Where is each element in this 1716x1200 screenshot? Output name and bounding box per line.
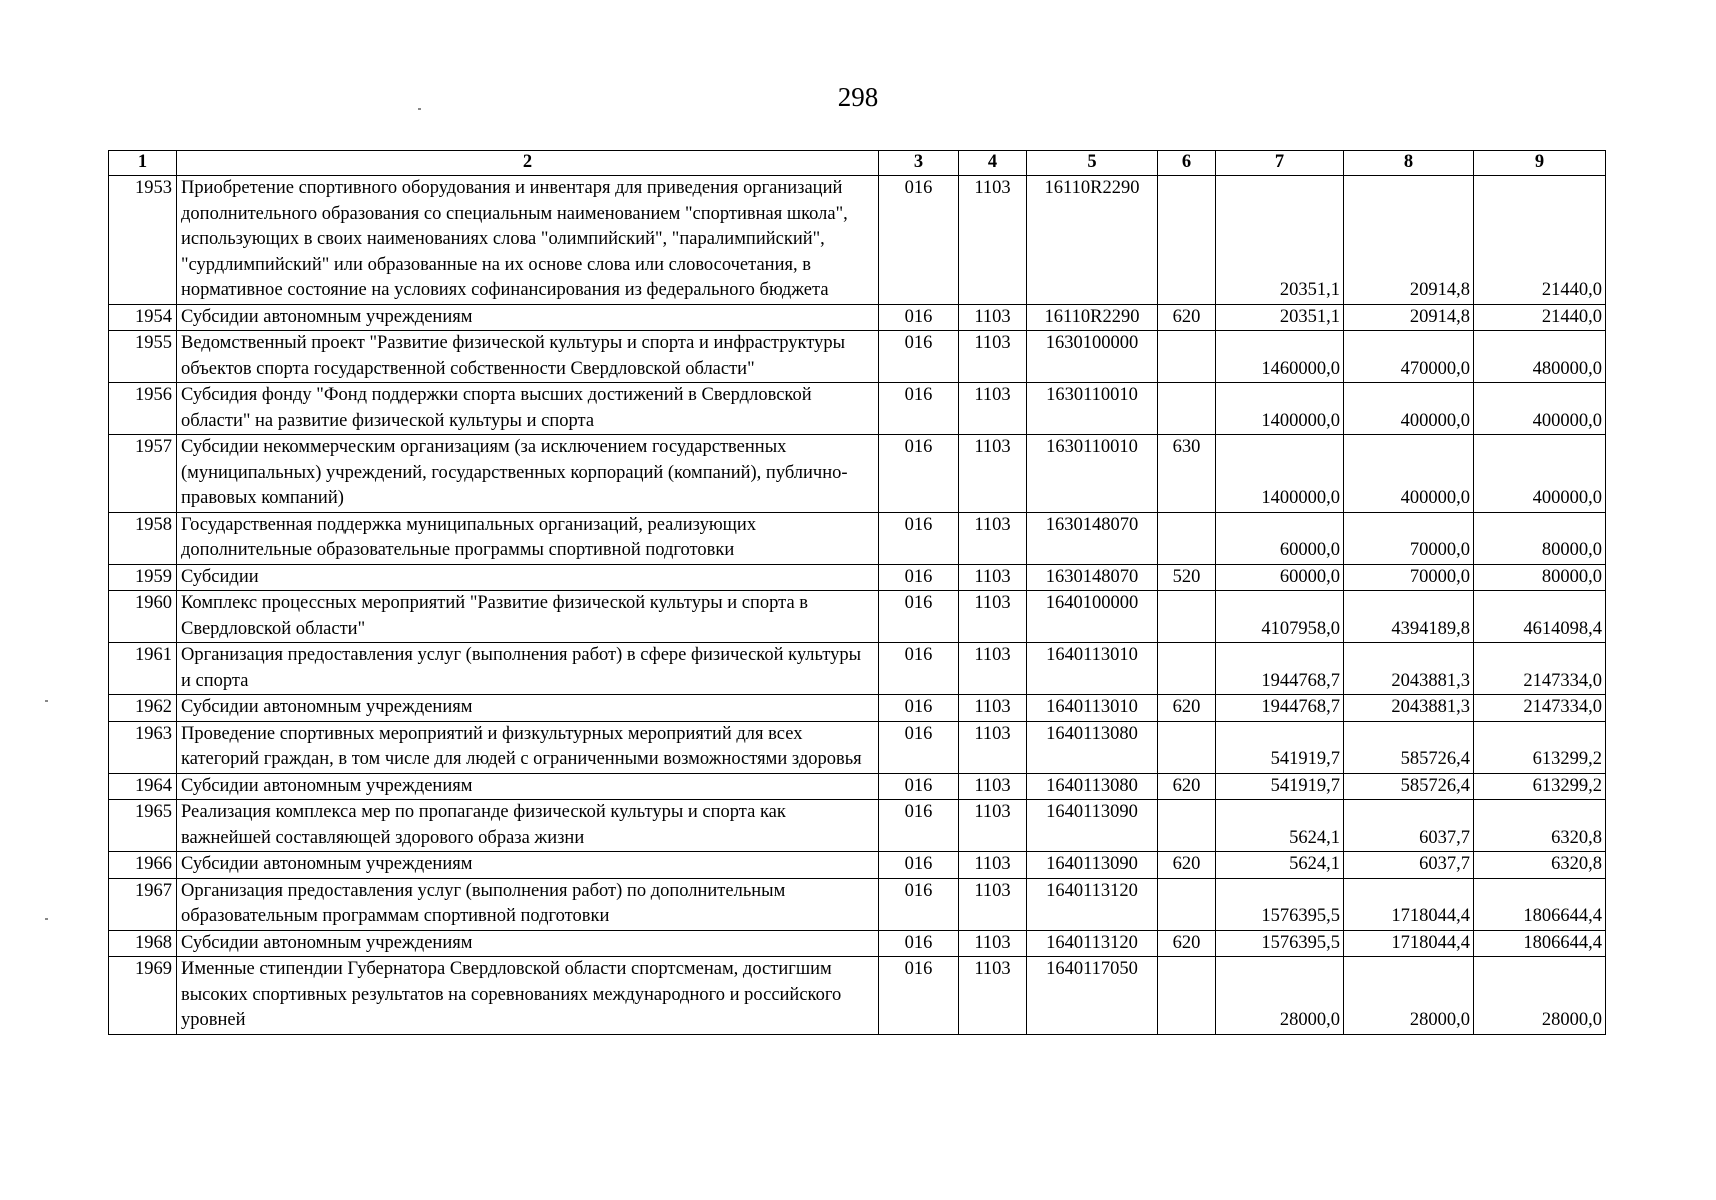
amount-cell-col8: 1718044,4 bbox=[1344, 930, 1474, 957]
target-code-cell: 1640113090 bbox=[1027, 852, 1158, 879]
item-name-cell: Субсидии автономным учреждениям bbox=[177, 852, 879, 879]
header-cell: 9 bbox=[1474, 151, 1606, 176]
ministry-code-cell: 016 bbox=[879, 435, 959, 513]
table-row bbox=[109, 564, 1606, 591]
target-code-cell: 1630148070 bbox=[1027, 564, 1158, 591]
amount-cell-col8: 6037,7 bbox=[1344, 800, 1474, 852]
amount-cell-col7: 20351,1 bbox=[1216, 304, 1344, 331]
amount-cell-col8: 470000,0 bbox=[1344, 331, 1474, 383]
table-row bbox=[109, 878, 1606, 930]
amount-cell-col8: 28000,0 bbox=[1344, 957, 1474, 1035]
amount-cell-col8: 1718044,4 bbox=[1344, 878, 1474, 930]
item-name-cell: Комплекс процессных мероприятий "Развитие физической культуры и спорта в Свердловской области" bbox=[177, 591, 879, 643]
table-row bbox=[109, 331, 1606, 383]
expense-type-cell: 620 bbox=[1158, 852, 1216, 879]
expense-type-cell: 520 bbox=[1158, 564, 1216, 591]
expense-type-cell bbox=[1158, 591, 1216, 643]
amount-cell-col8: 20914,8 bbox=[1344, 304, 1474, 331]
item-name-cell: Именные стипендии Губернатора Свердловской области спортсменам, достигшим высоких спортивных результатов на соревнованиях международного и российского уровней bbox=[177, 957, 879, 1035]
amount-cell-col8: 400000,0 bbox=[1344, 435, 1474, 513]
expense-type-cell bbox=[1158, 383, 1216, 435]
target-code-cell: 1640113090 bbox=[1027, 800, 1158, 852]
amount-cell-col9: 28000,0 bbox=[1474, 957, 1606, 1035]
item-name-cell: Субсидии bbox=[177, 564, 879, 591]
target-code-cell: 16110R2290 bbox=[1027, 304, 1158, 331]
amount-cell-col7: 541919,7 bbox=[1216, 773, 1344, 800]
table-row bbox=[109, 930, 1606, 957]
header-cell: 6 bbox=[1158, 151, 1216, 176]
expense-type-cell: 620 bbox=[1158, 930, 1216, 957]
amount-cell-col7: 4107958,0 bbox=[1216, 591, 1344, 643]
header-cell: 1 bbox=[109, 151, 177, 176]
amount-cell-col7: 1460000,0 bbox=[1216, 331, 1344, 383]
amount-cell-col7: 60000,0 bbox=[1216, 512, 1344, 564]
table-row bbox=[109, 176, 1606, 305]
target-code-cell: 1630110010 bbox=[1027, 383, 1158, 435]
amount-cell-col9: 480000,0 bbox=[1474, 331, 1606, 383]
ministry-code-cell: 016 bbox=[879, 721, 959, 773]
scan-speck bbox=[45, 918, 48, 920]
ministry-code-cell: 016 bbox=[879, 852, 959, 879]
ministry-code-cell: 016 bbox=[879, 800, 959, 852]
expense-type-cell bbox=[1158, 721, 1216, 773]
amount-cell-col8: 585726,4 bbox=[1344, 721, 1474, 773]
section-code-cell: 1103 bbox=[959, 800, 1027, 852]
ministry-code-cell: 016 bbox=[879, 176, 959, 305]
row-number-cell: 1967 bbox=[109, 878, 177, 930]
section-code-cell: 1103 bbox=[959, 773, 1027, 800]
item-name-cell: Субсидии автономным учреждениям bbox=[177, 695, 879, 722]
amount-cell-col9: 80000,0 bbox=[1474, 564, 1606, 591]
scan-speck bbox=[45, 700, 48, 702]
table-row bbox=[109, 721, 1606, 773]
target-code-cell: 1640113080 bbox=[1027, 773, 1158, 800]
budget-table bbox=[108, 150, 1606, 1035]
ministry-code-cell: 016 bbox=[879, 643, 959, 695]
header-cell: 2 bbox=[177, 151, 879, 176]
expense-type-cell bbox=[1158, 512, 1216, 564]
amount-cell-col8: 400000,0 bbox=[1344, 383, 1474, 435]
row-number-cell: 1960 bbox=[109, 591, 177, 643]
item-name-cell: Организация предоставления услуг (выполнения работ) в сфере физической культуры и спорта bbox=[177, 643, 879, 695]
item-name-cell: Субсидии автономным учреждениям bbox=[177, 930, 879, 957]
table-row bbox=[109, 957, 1606, 1035]
row-number-cell: 1966 bbox=[109, 852, 177, 879]
amount-cell-col7: 1944768,7 bbox=[1216, 643, 1344, 695]
header-cell: 5 bbox=[1027, 151, 1158, 176]
amount-cell-col9: 2147334,0 bbox=[1474, 643, 1606, 695]
target-code-cell: 1640113120 bbox=[1027, 878, 1158, 930]
amount-cell-col9: 6320,8 bbox=[1474, 852, 1606, 879]
section-code-cell: 1103 bbox=[959, 591, 1027, 643]
section-code-cell: 1103 bbox=[959, 331, 1027, 383]
item-name-cell: Субсидии автономным учреждениям bbox=[177, 304, 879, 331]
amount-cell-col8: 2043881,3 bbox=[1344, 695, 1474, 722]
section-code-cell: 1103 bbox=[959, 176, 1027, 305]
expense-type-cell: 620 bbox=[1158, 773, 1216, 800]
table-row bbox=[109, 695, 1606, 722]
expense-type-cell bbox=[1158, 957, 1216, 1035]
expense-type-cell bbox=[1158, 878, 1216, 930]
amount-cell-col9: 2147334,0 bbox=[1474, 695, 1606, 722]
amount-cell-col7: 1944768,7 bbox=[1216, 695, 1344, 722]
section-code-cell: 1103 bbox=[959, 435, 1027, 513]
item-name-cell: Субсидии некоммерческим организациям (за исключением государственных (муниципальных) учреждений, государственных корпораций (компаний), публично-правовых компаний) bbox=[177, 435, 879, 513]
ministry-code-cell: 016 bbox=[879, 591, 959, 643]
ministry-code-cell: 016 bbox=[879, 512, 959, 564]
expense-type-cell bbox=[1158, 331, 1216, 383]
ministry-code-cell: 016 bbox=[879, 383, 959, 435]
amount-cell-col7: 28000,0 bbox=[1216, 957, 1344, 1035]
amount-cell-col9: 1806644,4 bbox=[1474, 930, 1606, 957]
amount-cell-col8: 4394189,8 bbox=[1344, 591, 1474, 643]
table-row bbox=[109, 643, 1606, 695]
section-code-cell: 1103 bbox=[959, 564, 1027, 591]
header-row bbox=[109, 151, 1606, 176]
ministry-code-cell: 016 bbox=[879, 695, 959, 722]
item-name-cell: Субсидия фонду "Фонд поддержки спорта высших достижений в Свердловской области" на развитие физической культуры и спорта bbox=[177, 383, 879, 435]
expense-type-cell: 620 bbox=[1158, 304, 1216, 331]
expense-type-cell: 620 bbox=[1158, 695, 1216, 722]
target-code-cell: 1640113010 bbox=[1027, 643, 1158, 695]
amount-cell-col9: 4614098,4 bbox=[1474, 591, 1606, 643]
header-cell: 3 bbox=[879, 151, 959, 176]
row-number-cell: 1953 bbox=[109, 176, 177, 305]
amount-cell-col7: 20351,1 bbox=[1216, 176, 1344, 305]
table-row bbox=[109, 512, 1606, 564]
item-name-cell: Субсидии автономным учреждениям bbox=[177, 773, 879, 800]
item-name-cell: Организация предоставления услуг (выполнения работ) по дополнительным образовательным программам спортивной подготовки bbox=[177, 878, 879, 930]
row-number-cell: 1962 bbox=[109, 695, 177, 722]
section-code-cell: 1103 bbox=[959, 852, 1027, 879]
target-code-cell: 16110R2290 bbox=[1027, 176, 1158, 305]
item-name-cell: Ведомственный проект "Развитие физической культуры и спорта и инфраструктуры объектов спорта государственной собственности Свердловской области" bbox=[177, 331, 879, 383]
amount-cell-col9: 400000,0 bbox=[1474, 383, 1606, 435]
table-row bbox=[109, 773, 1606, 800]
target-code-cell: 1640113120 bbox=[1027, 930, 1158, 957]
target-code-cell: 1630148070 bbox=[1027, 512, 1158, 564]
amount-cell-col9: 613299,2 bbox=[1474, 721, 1606, 773]
amount-cell-col9: 613299,2 bbox=[1474, 773, 1606, 800]
item-name-cell: Приобретение спортивного оборудования и инвентаря для приведения организаций дополнительного образования со специальным наименованием "спортивная школа", использующих в своих наименованиях слова "олимпийский", "паралимпийский", "сурдлимпийский" или образованные на их основе слова или словосочетания, в нормативное состояние на условиях софинансирования из федерального бюджета bbox=[177, 176, 879, 305]
section-code-cell: 1103 bbox=[959, 643, 1027, 695]
table-row bbox=[109, 435, 1606, 513]
row-number-cell: 1956 bbox=[109, 383, 177, 435]
ministry-code-cell: 016 bbox=[879, 304, 959, 331]
amount-cell-col9: 6320,8 bbox=[1474, 800, 1606, 852]
amount-cell-col7: 541919,7 bbox=[1216, 721, 1344, 773]
amount-cell-col8: 6037,7 bbox=[1344, 852, 1474, 879]
amount-cell-col9: 21440,0 bbox=[1474, 304, 1606, 331]
target-code-cell: 1630110010 bbox=[1027, 435, 1158, 513]
amount-cell-col7: 5624,1 bbox=[1216, 852, 1344, 879]
table-row bbox=[109, 383, 1606, 435]
section-code-cell: 1103 bbox=[959, 383, 1027, 435]
expense-type-cell bbox=[1158, 176, 1216, 305]
amount-cell-col8: 2043881,3 bbox=[1344, 643, 1474, 695]
item-name-cell: Проведение спортивных мероприятий и физкультурных мероприятий для всех категорий граждан, в том числе для людей с ограниченными возможностями здоровья bbox=[177, 721, 879, 773]
amount-cell-col8: 20914,8 bbox=[1344, 176, 1474, 305]
amount-cell-col8: 70000,0 bbox=[1344, 564, 1474, 591]
table-row bbox=[109, 304, 1606, 331]
amount-cell-col7: 1400000,0 bbox=[1216, 435, 1344, 513]
section-code-cell: 1103 bbox=[959, 878, 1027, 930]
ministry-code-cell: 016 bbox=[879, 564, 959, 591]
row-number-cell: 1959 bbox=[109, 564, 177, 591]
header-cell: 8 bbox=[1344, 151, 1474, 176]
target-code-cell: 1640117050 bbox=[1027, 957, 1158, 1035]
expense-type-cell bbox=[1158, 800, 1216, 852]
row-number-cell: 1955 bbox=[109, 331, 177, 383]
amount-cell-col9: 80000,0 bbox=[1474, 512, 1606, 564]
ministry-code-cell: 016 bbox=[879, 930, 959, 957]
amount-cell-col8: 585726,4 bbox=[1344, 773, 1474, 800]
section-code-cell: 1103 bbox=[959, 930, 1027, 957]
ministry-code-cell: 016 bbox=[879, 878, 959, 930]
amount-cell-col8: 70000,0 bbox=[1344, 512, 1474, 564]
amount-cell-col9: 1806644,4 bbox=[1474, 878, 1606, 930]
expense-type-cell bbox=[1158, 643, 1216, 695]
row-number-cell: 1961 bbox=[109, 643, 177, 695]
header-cell: 7 bbox=[1216, 151, 1344, 176]
row-number-cell: 1954 bbox=[109, 304, 177, 331]
target-code-cell: 1630100000 bbox=[1027, 331, 1158, 383]
page-number: 298 bbox=[837, 82, 879, 112]
expense-type-cell: 630 bbox=[1158, 435, 1216, 513]
row-number-cell: 1969 bbox=[109, 957, 177, 1035]
row-number-cell: 1968 bbox=[109, 930, 177, 957]
section-code-cell: 1103 bbox=[959, 512, 1027, 564]
row-number-cell: 1965 bbox=[109, 800, 177, 852]
ministry-code-cell: 016 bbox=[879, 331, 959, 383]
section-code-cell: 1103 bbox=[959, 695, 1027, 722]
header-cell: 4 bbox=[959, 151, 1027, 176]
amount-cell-col7: 1400000,0 bbox=[1216, 383, 1344, 435]
section-code-cell: 1103 bbox=[959, 957, 1027, 1035]
amount-cell-col7: 60000,0 bbox=[1216, 564, 1344, 591]
row-number-cell: 1957 bbox=[109, 435, 177, 513]
amount-cell-col9: 21440,0 bbox=[1474, 176, 1606, 305]
row-number-cell: 1964 bbox=[109, 773, 177, 800]
target-code-cell: 1640100000 bbox=[1027, 591, 1158, 643]
budget-table-container bbox=[108, 150, 1605, 1035]
table-row bbox=[109, 800, 1606, 852]
target-code-cell: 1640113080 bbox=[1027, 721, 1158, 773]
section-code-cell: 1103 bbox=[959, 304, 1027, 331]
amount-cell-col7: 1576395,5 bbox=[1216, 930, 1344, 957]
amount-cell-col9: 400000,0 bbox=[1474, 435, 1606, 513]
row-number-cell: 1963 bbox=[109, 721, 177, 773]
amount-cell-col7: 1576395,5 bbox=[1216, 878, 1344, 930]
target-code-cell: 1640113010 bbox=[1027, 695, 1158, 722]
ministry-code-cell: 016 bbox=[879, 773, 959, 800]
item-name-cell: Реализация комплекса мер по пропаганде физической культуры и спорта как важнейшей составляющей здорового образа жизни bbox=[177, 800, 879, 852]
ministry-code-cell: 016 bbox=[879, 957, 959, 1035]
table-row bbox=[109, 852, 1606, 879]
scan-speck bbox=[418, 108, 421, 110]
row-number-cell: 1958 bbox=[109, 512, 177, 564]
item-name-cell: Государственная поддержка муниципальных организаций, реализующих дополнительные образовательные программы спортивной подготовки bbox=[177, 512, 879, 564]
amount-cell-col7: 5624,1 bbox=[1216, 800, 1344, 852]
section-code-cell: 1103 bbox=[959, 721, 1027, 773]
table-row bbox=[109, 591, 1606, 643]
